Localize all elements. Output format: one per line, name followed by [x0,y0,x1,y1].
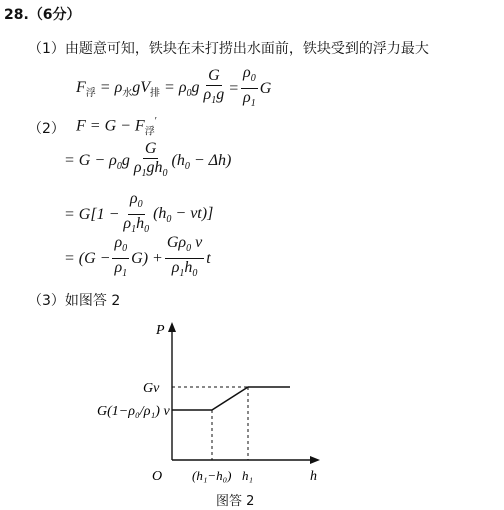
part3-label: （3） [28,293,65,309]
part2-label: （2） [28,121,65,137]
force-equation-1: $F = G - F_浮'$ [76,116,157,138]
y-label-top: Gv [143,381,160,396]
question-number-text: 28. [4,7,29,23]
origin-label: O [152,469,163,484]
force-equation-4: = (G − $\frac{\rho_0}{\rho_1}$ G) + $\frac{G\rho_0 v}{\rho_1h_0}$ t [64,234,211,280]
graph-caption: 图答 2 [216,494,255,509]
question-points: （6分） [28,7,81,23]
y-axis-label: P [156,323,165,338]
force-equation-3: = G[1 − $\frac{\rho_0}{\rho_1h_0}$ $(h_0 - vt)$] [64,190,214,236]
x-label-2: h₁ [242,468,254,483]
buoyancy-equation: $F_浮 = \rho_水gV_排 = \rho_0g$ $\frac{G}{\rho_1g}$ = $\frac{\rho_0}{\rho_1}$ G [76,64,272,110]
force-equation-2: = $G - \rho_0g$ $\frac{G}{\rho_1gh_0}$ $(h_0 - \Delta h)$ [64,140,232,180]
y-label-low: G(1−ρ₀/ρ₁) v [97,404,170,419]
x-label-1: (h₁−h₀) [192,468,232,483]
x-axis-label: h [310,469,317,484]
power-curve [172,387,290,410]
part3-text: 如图答 2 [64,293,121,309]
part1-label: （1） [28,41,65,57]
x-axis-arrow [310,456,320,464]
part1-text: 由题意可知，铁块在未打捞出水面前，铁块受到的浮力最大 [64,41,429,57]
y-axis-arrow [168,322,176,332]
